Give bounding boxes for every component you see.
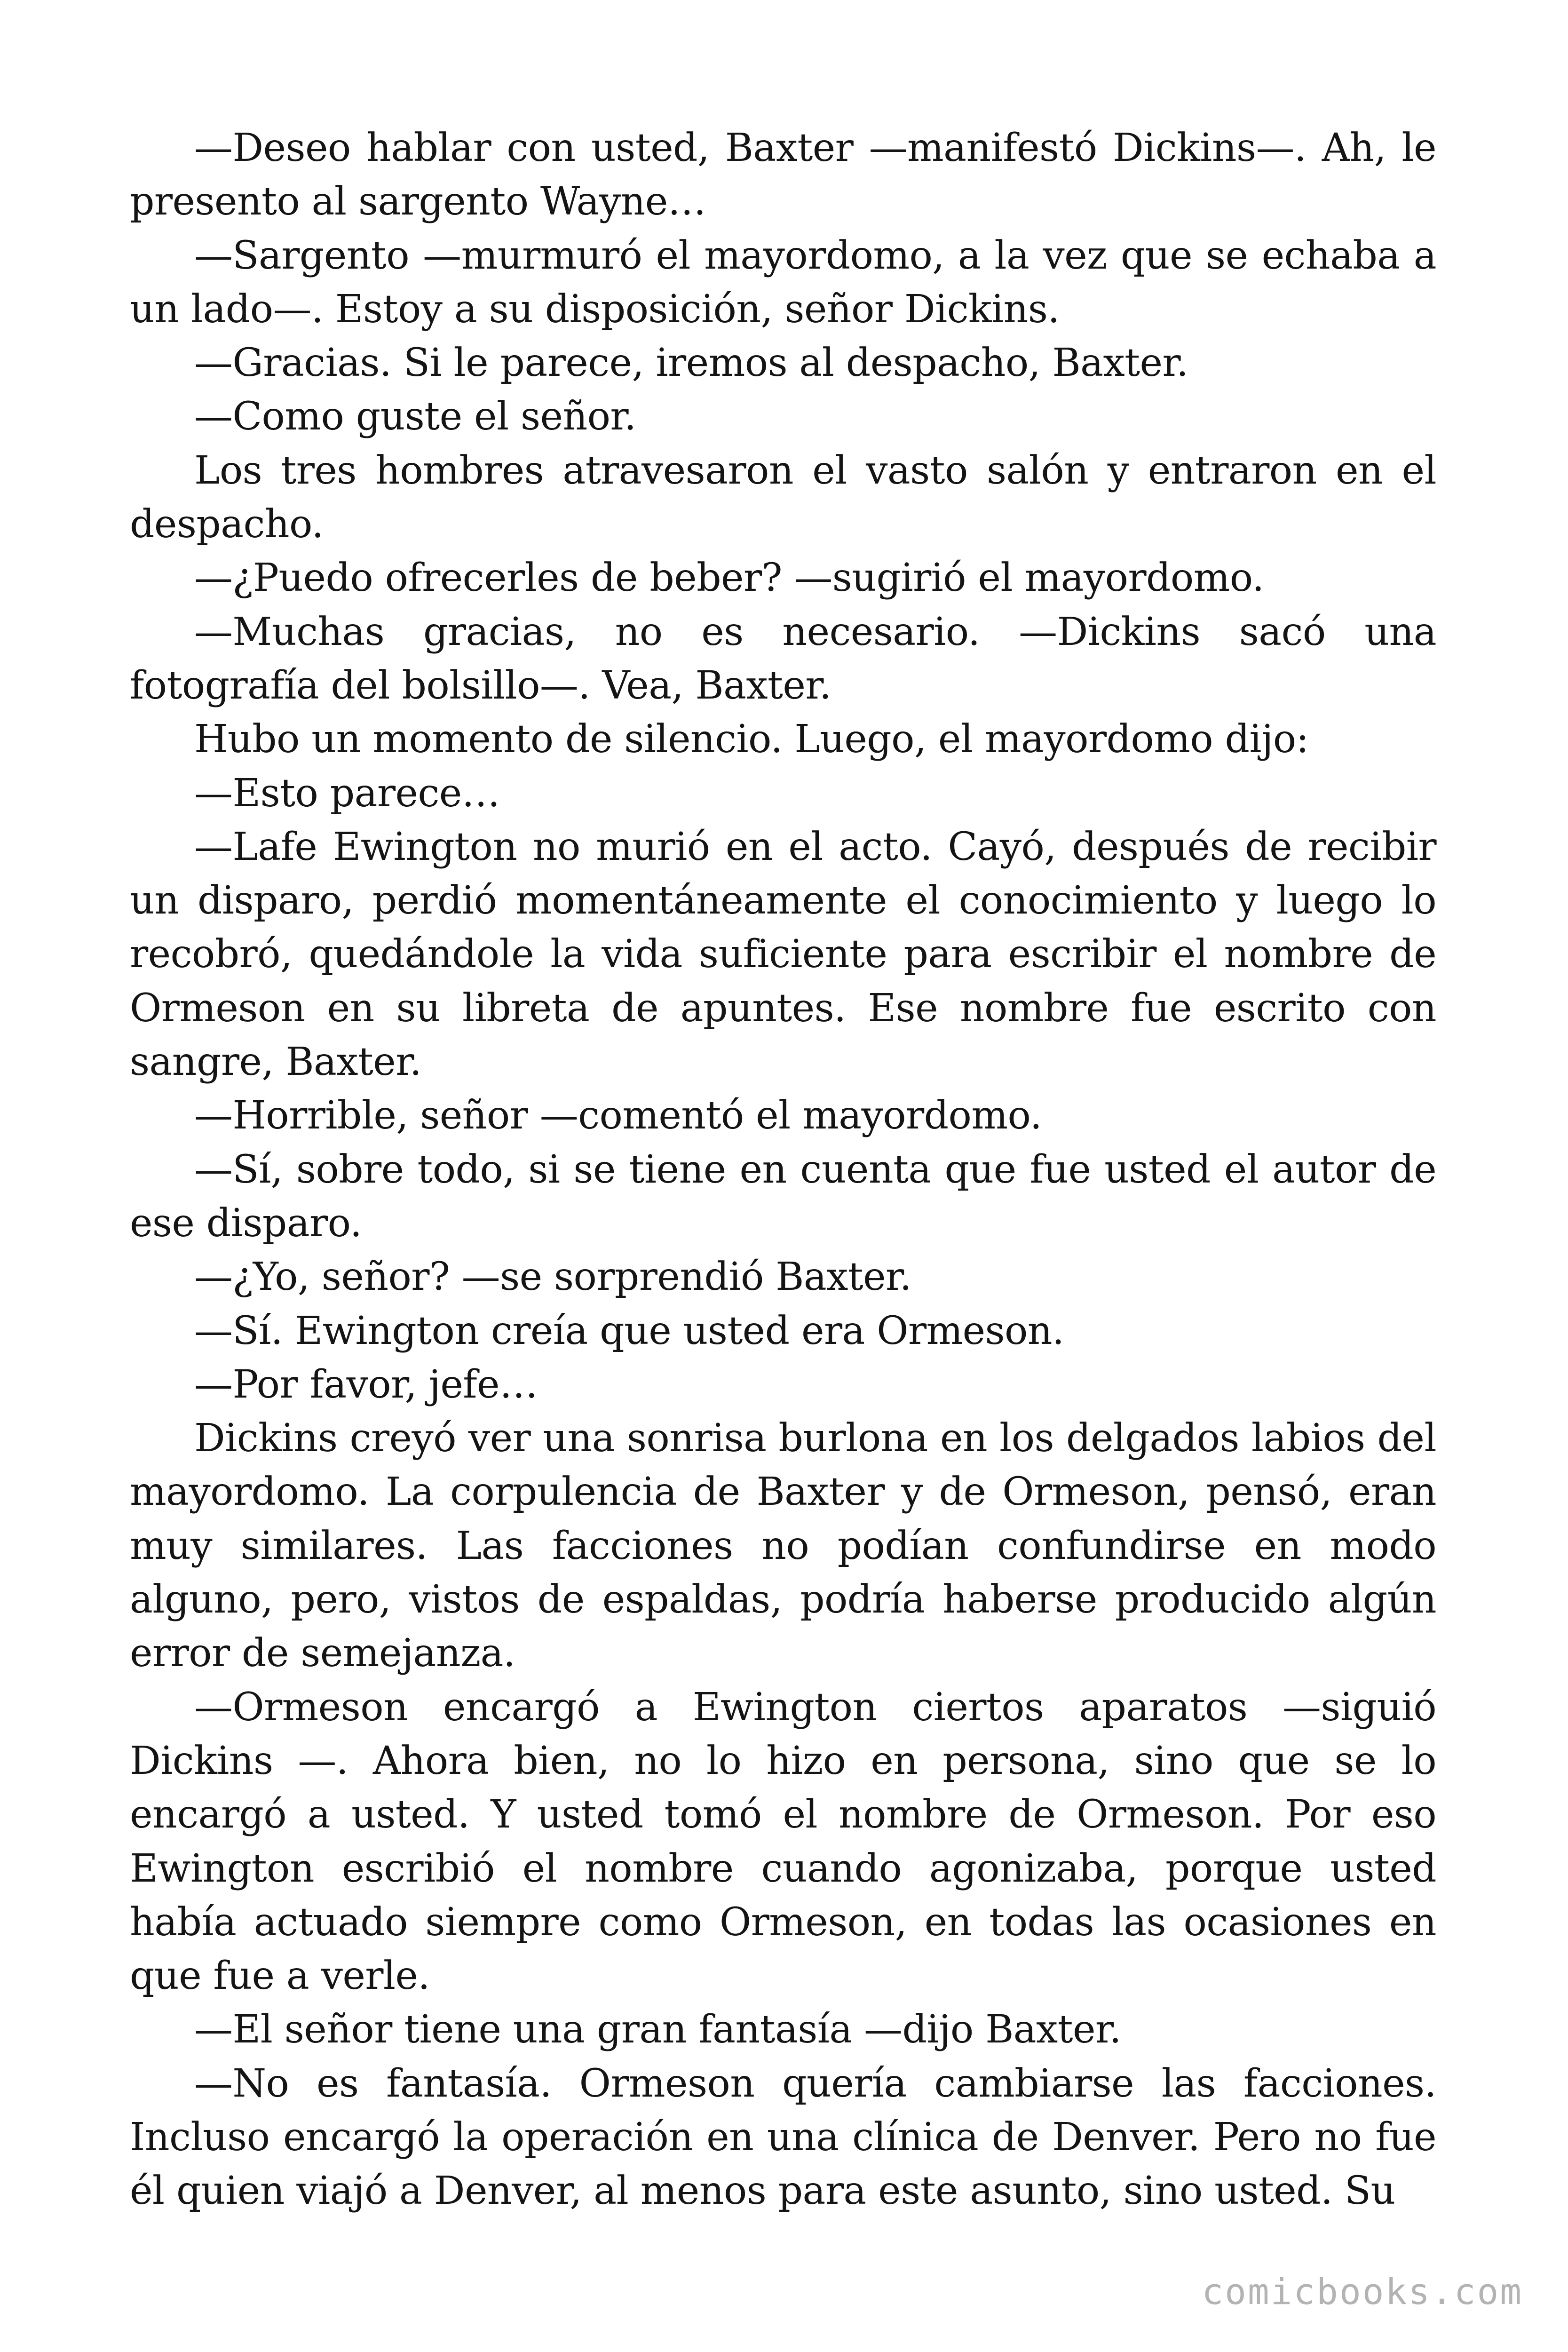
paragraph: —Muchas gracias, no es necesario. —Dickins sacó una fotografía del bolsillo—. Vea, Baxter.: [130, 609, 1436, 708]
paragraph: —Sí. Ewington creía que usted era Ormeson.: [194, 1308, 1064, 1353]
paragraph: —Sargento —murmuró el mayordomo, a la vez que se echaba a un lado—. Estoy a su disposición, señor Dickins.: [130, 233, 1436, 332]
paragraph: —Por favor, jefe…: [194, 1362, 538, 1407]
paragraph: Los tres hombres atravesaron el vasto salón y entraron en el despacho.: [130, 448, 1436, 547]
paragraph: —¿Yo, señor? —se sorprendió Baxter.: [194, 1255, 912, 1300]
paragraph: Dickins creyó ver una sonrisa burlona en los delgados labios del mayordomo. La corpulencia de Baxter y de Ormeson, pensó, eran muy similares. Las facciones no podían confundirse en modo alguno, pero, vistos de espaldas, podría haberse producido algún error de semejanza.: [130, 1416, 1436, 1676]
paragraph: —No es fantasía. Ormeson quería cambiarse las facciones. Incluso encargó la operación en una clínica de Denver. Pero no fue él quien viajó a Denver, al menos para este asunto, sino usted. Su: [130, 2061, 1436, 2214]
paragraph: —Ormeson encargó a Ewington ciertos aparatos —siguió Dickins —. Ahora bien, no lo hizo en persona, sino que se lo encargó a usted. Y usted tomó el nombre de Ormeson. Por eso Ewington escribió el nombre cuando agonizaba, porque usted había actuado siempre como Ormeson, en todas las ocasiones en que fue a verle.: [130, 1685, 1436, 1999]
paragraph: Hubo un momento de silencio. Luego, el mayordomo dijo:: [194, 717, 1309, 762]
page-text: [130, 121, 1436, 2218]
watermark: comicbooks.com: [1202, 2271, 1523, 2312]
paragraph: —El señor tiene una gran fantasía —dijo Baxter.: [194, 2007, 1121, 2052]
paragraph: —Esto parece…: [194, 771, 500, 816]
paragraph: —¿Puedo ofrecerles de beber? —sugirió el mayordomo.: [194, 556, 1264, 601]
paragraph: —Horrible, señor —comentó el mayordomo.: [194, 1093, 1042, 1138]
paragraph: —Lafe Ewington no murió en el acto. Cayó, después de recibir un disparo, perdió momentáneamente el conocimiento y luego lo recobró, quedándole la vida suficiente para escribir el nombre de Ormeson en su libreta de apuntes. Ese nombre fue escrito con sangre, Baxter.: [130, 824, 1436, 1085]
paragraph: —Como guste el señor.: [194, 394, 636, 439]
paragraph: —Gracias. Si le parece, iremos al despacho, Baxter.: [194, 341, 1188, 386]
paragraph: —Deseo hablar con usted, Baxter —manifestó Dickins—. Ah, le presento al sargento Wayne…: [130, 126, 1436, 224]
paragraph: —Sí, sobre todo, si se tiene en cuenta que fue usted el autor de ese disparo.: [130, 1147, 1436, 1246]
